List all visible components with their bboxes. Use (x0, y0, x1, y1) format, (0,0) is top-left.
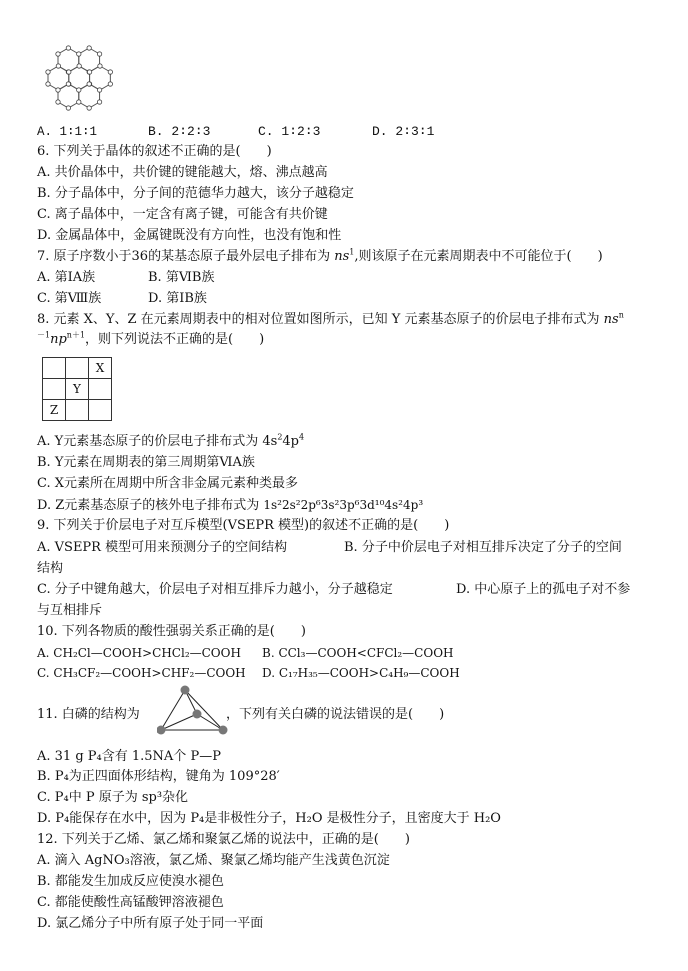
lattice-atom (98, 64, 102, 68)
q8-stem (37, 311, 624, 329)
lattice-atom (66, 82, 70, 86)
q8-option-c: C. X元素所在周期中所含非金属元素种类最多 (37, 476, 299, 491)
q5-option-d: D. 2∶3∶1 (372, 124, 435, 139)
q8-np: np (50, 332, 67, 347)
q8-stem-text-b: ，则下列说法不正确的是( ) (85, 332, 265, 347)
hex-cell (48, 66, 69, 90)
hexagonal-lattice-figure (38, 40, 128, 120)
lattice-atom (66, 106, 70, 110)
q7-ns-sup: 1 (349, 247, 355, 257)
lattice-atom (77, 64, 81, 68)
lattice-atom (77, 52, 81, 56)
q9-option-b: B. 分子中价层电子对相互排斥决定了分子的空间 (344, 540, 622, 555)
q8-option-a-p: 4p (282, 434, 299, 449)
grid-cell-y: Y (66, 379, 89, 400)
q9-option-c: C. 分子中键角越大，价层电子对相互排斥力越小，分子越稳定 (37, 582, 393, 597)
q12-option-c: C. 都能使酸性高锰酸钾溶液褪色 (37, 895, 224, 910)
q7-stem (37, 248, 603, 266)
q10-option-d: D. C₁₇H₃₅—COOH>C₄H₉—COOH (262, 666, 460, 680)
q10-option-c: C. CH₃CF₂—COOH>CHF₂—COOH (37, 666, 246, 680)
q8-option-d (37, 496, 423, 515)
q11-option-c: C. P₄中 P 原子为 sp³杂化 (37, 790, 189, 805)
grid-cell (43, 358, 66, 379)
q11-stem-a: 11. 白磷的结构为 (37, 707, 140, 722)
q9-option-d: D. 中心原子上的孤电子对不参 (456, 582, 631, 597)
q8-option-a-s-sup: 2 (277, 432, 283, 442)
q10-option-a: A. CH₂Cl—COOH>CHCl₂—COOH (37, 646, 241, 660)
lattice-atom (56, 64, 60, 68)
grid-cell-x: X (89, 358, 112, 379)
q12-option-b: B. 都能发生加成反应使溴水褪色 (37, 874, 224, 889)
grid-row (43, 400, 112, 421)
q6-option-a: A. 共价晶体中，共价键的键能越大，熔、沸点越高 (37, 165, 328, 180)
q5-option-c: C. 1∶2∶3 (258, 124, 321, 139)
q6-stem: 6. 下列关于晶体的叙述不正确的是( ) (37, 144, 272, 159)
q6-option-b: B. 分子晶体中，分子间的范德华力越大，该分子越稳定 (37, 186, 354, 201)
q8-option-b: B. Y元素在周期表的第三周期第ⅥA族 (37, 455, 255, 470)
q11-option-a: A. 31 g P₄含有 1.5NA个 P—P (37, 749, 221, 764)
q7-stem-text-a: 7. 原子序数小于36的某基态原子最外层电子排布为 (37, 249, 335, 264)
q8-option-a-text: A. Y元素基态原子的价层电子排布式为 4s (37, 434, 278, 449)
q8-option-d-text: D. Z元素基态原子的核外电子排布式为 (37, 498, 264, 513)
lattice-atom (97, 88, 101, 92)
q6-option-d: D. 金属晶体中，金属键既没有方向性，也没有饱和性 (37, 228, 342, 243)
q7-option-c: C. 第Ⅷ族 (37, 291, 102, 306)
lattice-atom (87, 106, 91, 110)
grid-cell (66, 400, 89, 421)
q12-stem: 12. 下列关于乙烯、氯乙烯和聚氯乙烯的说法中，正确的是( ) (37, 832, 410, 847)
q7-option-a: A. 第ⅠA族 (37, 270, 96, 285)
q5-option-a: A. 1∶1∶1 (37, 125, 98, 139)
q6-option-c: C. 离子晶体中，一定含有离子键，可能含有共价键 (37, 207, 328, 222)
grid-cell (66, 358, 89, 379)
lattice-atom (67, 70, 71, 74)
grid-row (43, 358, 112, 379)
q7-option-d: D. 第ⅠB族 (148, 291, 207, 306)
q10-stem: 10. 下列各物质的酸性强弱关系正确的是( ) (37, 624, 306, 639)
q8-ns-sup: n (618, 310, 624, 320)
q11-stem-b: ，下列有关白磷的说法错误的是( ) (226, 707, 445, 722)
lattice-atom (56, 88, 60, 92)
q9-option-a: A. VSEPR 模型可用来预测分子的空间结构 (37, 540, 288, 555)
periodic-position-grid (42, 357, 112, 421)
q8-option-d-config: 1s²2s²2p⁶3s²3p⁶3d¹⁰4s²4p³ (263, 498, 424, 512)
q9-option-b-cont: 结构 (37, 561, 64, 576)
lattice-atom (97, 52, 101, 56)
q7-ns: ns (334, 249, 350, 264)
white-phosphorus-tetrahedron-figure (157, 684, 229, 740)
lattice-atom (77, 88, 81, 92)
q8-ns: ns (603, 312, 619, 327)
q7-stem-text-b: ,则该原子在元素周期表中不可能位于( ) (354, 249, 603, 264)
lattice-atom (66, 46, 70, 50)
lattice-atom (46, 70, 50, 74)
q8-dash: －1 (37, 330, 51, 340)
lattice-atom (87, 46, 91, 50)
q11-option-b: B. P₄为正四面体形结构，键角为 109°28′ (37, 769, 280, 784)
lattice-atom (87, 70, 91, 74)
q11-option-d: D. P₄能保存在水中，因为 P₄是非极性分子，H₂O 是极性分子，且密度大于 H₂O (37, 811, 501, 826)
q12-option-a: A. 滴入 AgNO₃溶液，氯乙烯、聚氯乙烯均能产生浅黄色沉淀 (37, 853, 390, 868)
lattice-atom (108, 82, 112, 86)
q5-option-b: B. 2∶2∶3 (148, 124, 211, 139)
grid-cell-z: Z (43, 400, 66, 421)
lattice-atom (56, 100, 60, 104)
lattice-atom (97, 100, 101, 104)
grid-cell (89, 400, 112, 421)
q8-option-a (37, 433, 304, 451)
q8-stem-text-a: 8. 元素 X、Y、Z 在元素周期表中的相对位置如图所示，已知 Y 元素基态原子的价层电子排布式为 (37, 312, 604, 327)
lattice-atom (56, 52, 60, 56)
q7-option-b: B. 第ⅥB族 (148, 270, 215, 285)
grid-row (43, 379, 112, 400)
q8-np-sup: n＋1 (66, 330, 86, 340)
q8-stem-line2 (37, 331, 264, 349)
grid-cell (43, 379, 66, 400)
grid-cell (89, 379, 112, 400)
q8-option-a-p-sup: 4 (299, 432, 305, 442)
q9-stem: 9. 下列关于价层电子对互斥模型(VSEPR 模型)的叙述不正确的是( ) (37, 518, 450, 533)
lattice-atom (87, 82, 91, 86)
q12-option-d: D. 氯乙烯分子中所有原子处于同一平面 (37, 916, 264, 931)
lattice-atom (77, 100, 81, 104)
q5-options (37, 123, 97, 141)
q9-option-d-cont: 与互相排斥 (37, 603, 103, 618)
lattice-atom (108, 70, 112, 74)
q10-option-b: B. CCl₃—COOH<CFCl₂—COOH (262, 646, 454, 660)
lattice-atom (46, 82, 50, 86)
